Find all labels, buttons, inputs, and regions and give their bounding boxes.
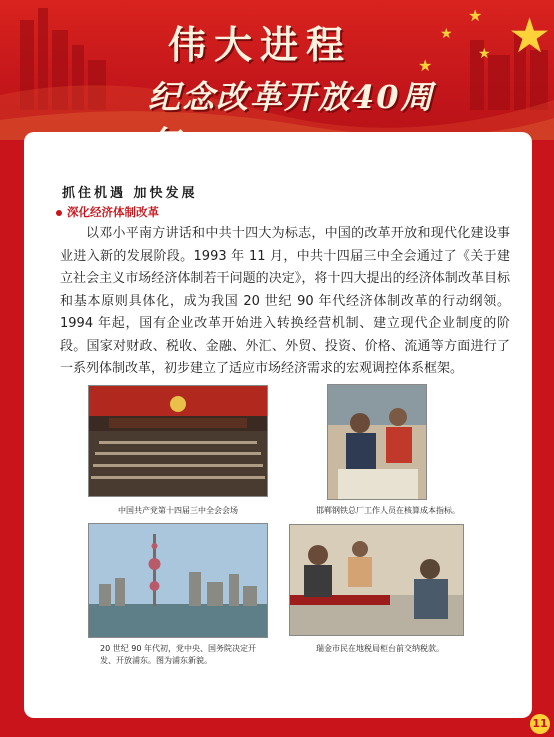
page-number: 11 bbox=[530, 714, 550, 734]
sub-heading-label: 深化经济体制改革 bbox=[67, 205, 159, 219]
photo-caption: 邯郸钢铁总厂工作人员在核算成本指标。 bbox=[316, 506, 460, 515]
body-paragraph: 以邓小平南方讲话和中共十四大为标志，中国的改革开放和现代化建设事业进入新的发展阶段。1993 年 11 月，中共十四届三中全会通过了《关于建立社会主义市场经济体制若干问题的决定》，将十四大提出的经济体制改革目标和基本原则具体化，成为我国 20 世纪 90 年代经济体制改革的行动纲领。1994 年起，国有企业改革开始进入转换经营机制、建立现代企业制度的阶段。国家对财政、税收、金融、外汇、外贸、投资、价格、流通等方面进行了一系列体制改革，初步建立了适应市场经济需求的宏观调控体系框架。 bbox=[60, 226, 510, 376]
section-title: 抓住机遇 加快发展 bbox=[62, 186, 198, 201]
star-icon: ★ bbox=[478, 46, 491, 62]
plenary-session-photo bbox=[88, 385, 268, 497]
header-banner bbox=[0, 0, 554, 140]
photo-caption: 中国共产党第十四届三中全会会场 bbox=[118, 506, 238, 515]
star-icon: ★ bbox=[508, 8, 552, 64]
sub-heading bbox=[56, 204, 159, 220]
page-subtitle: 纪念改革开放40周 bbox=[148, 78, 435, 116]
page-title: 伟大进程 bbox=[168, 22, 353, 67]
star-icon: ★ bbox=[468, 6, 483, 25]
tax-counter-photo bbox=[289, 524, 464, 636]
steel-plant-staff-photo bbox=[327, 384, 427, 500]
photo-caption: 瑞金市民在地税局柜台前交纳税款。 bbox=[316, 644, 444, 653]
bullet-icon bbox=[56, 210, 62, 216]
star-icon: ★ bbox=[440, 26, 453, 42]
pudong-skyline-photo bbox=[88, 523, 268, 638]
star-icon: ★ bbox=[418, 56, 433, 75]
photo-caption: 20 世纪 90 年代初，党中央、国务院决定开发、开放浦东。图为浦东新貌。 bbox=[100, 644, 256, 665]
